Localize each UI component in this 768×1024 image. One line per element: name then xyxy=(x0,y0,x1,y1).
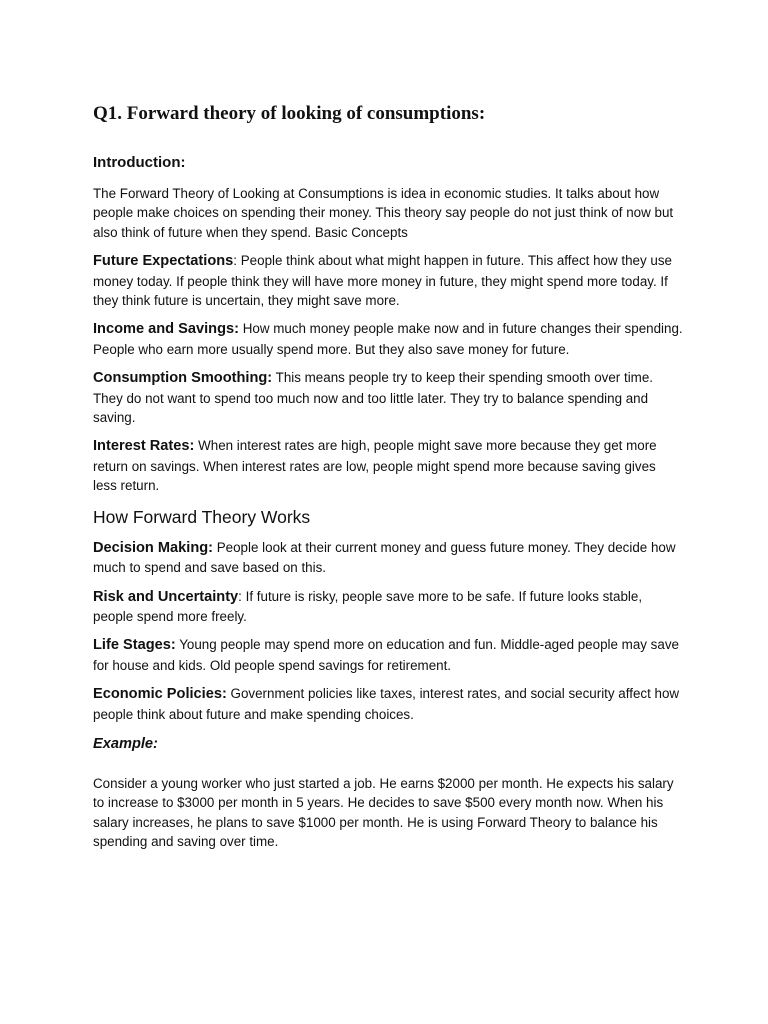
works-term: Risk and Uncertainty xyxy=(93,588,239,605)
example-heading: Example: xyxy=(93,735,158,752)
works-text: Government policies like taxes, interest rates, and social security affect how people think about future and make spending choices. xyxy=(93,686,680,722)
concept-text: How much money people make now and in future changes their spending. People who earn more usually spend more. But they also save money for future. xyxy=(93,321,683,357)
concept-term: Interest Rates: xyxy=(93,438,195,455)
document-body xyxy=(93,152,683,861)
concept-text: : People think about what might happen in future. This affect how they use money today. If people think they will have more money in future, they might spend more today. If they think future is uncertain, they might save more. xyxy=(93,253,672,309)
example-paragraph: Consider a young worker who just started a job. He earns $2000 per month. He expects his salary to increase to $3000 per month in 5 years. He decides to save $500 every month now. When his salary increases, he plans to save $1000 per month. He is using Forward Theory to balance his spending and saving over time. xyxy=(93,775,674,850)
concept-term: Future Expectations xyxy=(93,253,234,270)
works-term: Economic Policies: xyxy=(93,686,227,703)
works-term: Decision Making: xyxy=(93,539,214,556)
works-economic-policies xyxy=(93,684,683,724)
how-it-works-heading: How Forward Theory Works xyxy=(93,506,311,527)
works-text: : If future is risky, people save more to be safe. If future looks stable, people spend more freely. xyxy=(93,588,643,624)
concept-consumption-smoothing xyxy=(93,368,683,427)
works-text: People look at their current money and guess future money. They decide how much to spend and save based on this. xyxy=(93,539,676,576)
works-decision-making xyxy=(93,538,683,578)
concept-text: When interest rates are high, people might save more because they get more return on savings. When interest rates are low, people might spend more because saving gives less return. xyxy=(93,438,657,494)
page-title: Q1. Forward theory of looking of consumptions: xyxy=(93,103,486,124)
introduction-paragraph: The Forward Theory of Looking at Consumptions is idea in economic studies. It talks about how people make choices on spending their money. This theory say people do not just think of now but also think of future when they spend. Basic Concepts xyxy=(93,186,674,240)
concept-future-expectations xyxy=(93,251,683,310)
concept-interest-rates xyxy=(93,436,683,495)
introduction-heading: Introduction: xyxy=(93,154,186,171)
concept-income-savings xyxy=(93,319,683,359)
works-risk-uncertainty xyxy=(93,587,683,627)
works-text: Young people may spend more on education and fun. Middle-aged people may save for house and kids. Old people spend savings for retirement. xyxy=(93,637,679,673)
works-term: Life Stages: xyxy=(93,637,176,654)
concept-term: Consumption Smoothing: xyxy=(93,370,273,387)
concept-text: This means people try to keep their spending smooth over time. They do not want to spend too much now and too little later. They try to balance spending and saving. xyxy=(93,370,653,426)
concept-term: Income and Savings: xyxy=(93,321,239,338)
works-life-stages xyxy=(93,635,683,675)
